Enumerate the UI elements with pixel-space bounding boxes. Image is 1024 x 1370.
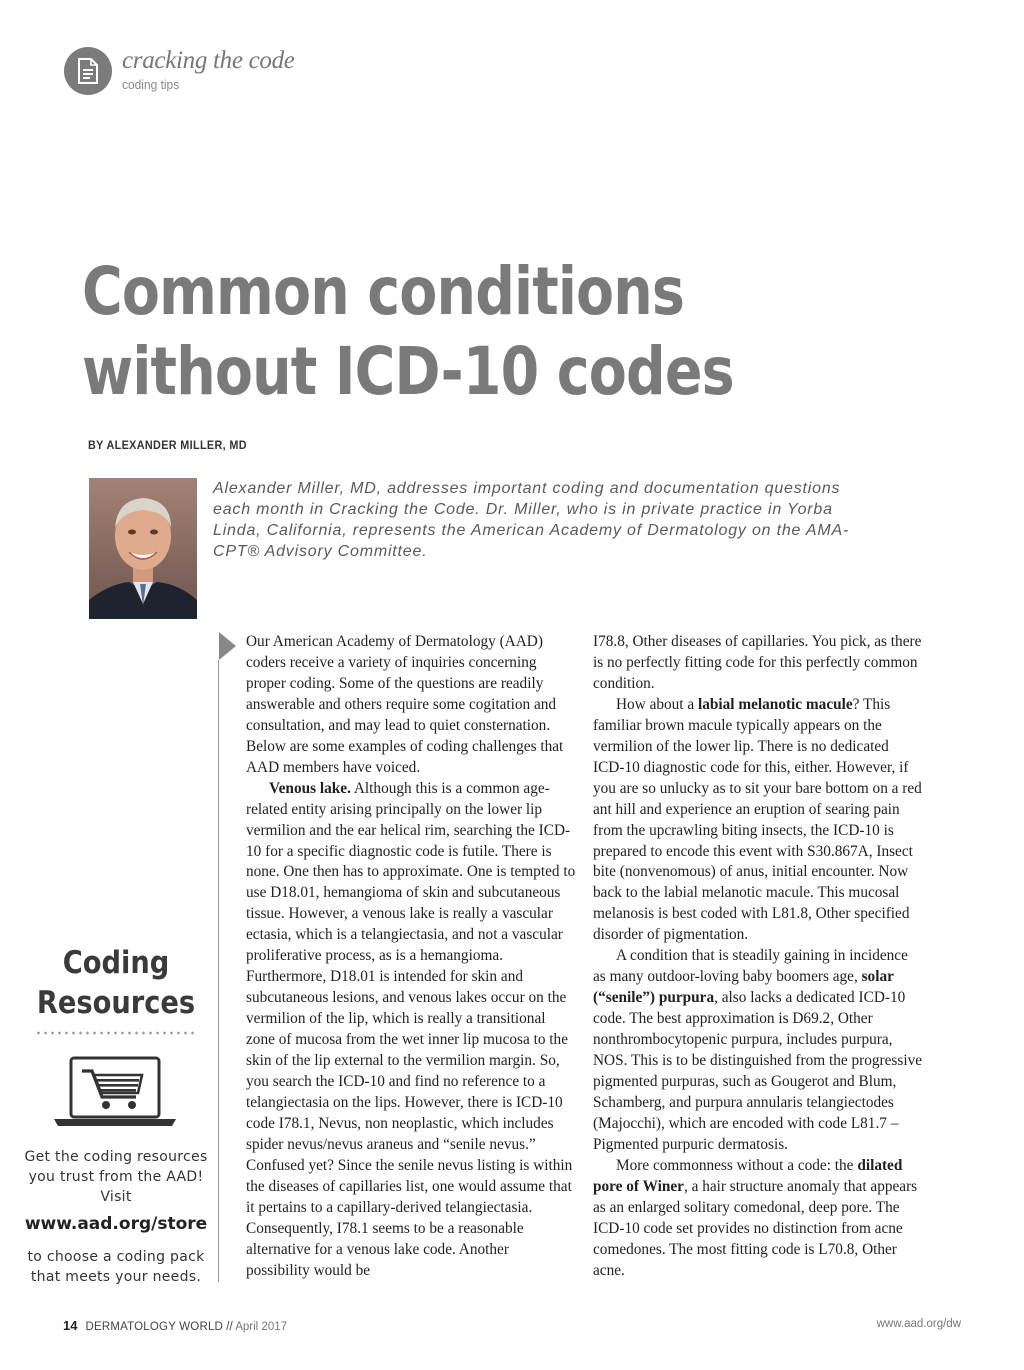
paragraph: More commonness without a code: the dilated pore of Winer, a hair structure anomaly that appears as an enlarged solitary comedonal, deep pore. The ICD-10 code set provides no distinction from acne comedones. The most fitting code is L70.8, Other acne. (593, 1156, 918, 1279)
paragraph: I78.8, Other diseases of capillaries. You pick, as there is no perfectly fitting code for this perfectly common condition. (593, 633, 922, 692)
sidebar-text-2: to choose a coding pack that meets your needs. (27, 1249, 205, 1285)
author-bio: Alexander Miller, MD, addresses important coding and documentation questions each month in Cracking the Code. Dr. Miller, who is in private practice in Yorba Linda, California, represents the American Academy of Dermatology on the AMA-CPT® Advisory Committee. (213, 480, 850, 560)
section-icon-badge (64, 47, 112, 95)
column-divider (218, 660, 219, 1282)
magazine-name: DERMATOLOGY WORLD (85, 1321, 224, 1333)
paragraph: How about a labial melanotic macule? This familiar brown macule typically appears on the vermilion of the lower lip. There is no dedicated ICD-10 diagnostic code for this, either. However, if you are so unlucky as to sit your bare bottom on a red ant hill and experience an eruption of searing pain from the upcrawling biting insects, the ICD-10 is prepared to encode this event with S30.867A, Insect bite (nonvenomous) of anus, initial encounter. Now back to the labial melanotic macule. This mucosal melanosis is best coded with L81.8, Other specified disorder of pigmentation. (593, 695, 922, 944)
footer-separator: // (223, 1321, 236, 1333)
footer-url[interactable]: www.aad.org/dw (876, 1318, 961, 1330)
paragraph: A condition that is steadily gaining in incidence as many outdoor-loving baby boomers age, solar (“senile”) purpura, also lacks a dedicated ICD-10 code. The best approximation is D69.2, Other nonthrombocytopenic purpura, includes purpura, NOS. This is to be distinguished from the progressive pigmented purpuras, such as Gougerot and Blum, Schamberg, and purpura annularis telangiectodes (Majocchi), which are encoded with code L81.7 – Pigmented purpuric dermatosis. (593, 947, 923, 1153)
paragraph: Venous lake. Although this is a common age-related entity arising principally on the lower lip vermilion and the ear helical rim, searching the ICD-10 for a specific diagnostic code is futile. There is none. One then has to approximate. One is tempted to use D18.01, hemangioma of skin and subcutaneous tissue. However, a venous lake is really a vascular ectasia, which is a telangiectasia, and not a vascular proliferative process, as is a hemangioma. Furthermore, D18.01 is intended for skin and subcutaneous lesions, and venous lakes occur on the vermilion of the lip, which is really a transitional zone of mucosa from the wet inner lip mucosa to the skin of the lip external to the vermilion margin. So, you search the ICD-10 and find no reference to a telangiectasia on the lips. However, there is ICD-10 code I78.1, Nevus, non neoplastic, which includes spider nevus/nevus araneus and “senile nevus.” Confused yet? Since the senile nevus listing is within the diseases of capillaries list, one would assume that it pertains to a capillary-derived telangiectasia. Consequently, I78.1 seems to be a reasonable alternative for a venous lake code. Another possibility would be (246, 779, 576, 1279)
article-headline (82, 252, 734, 412)
column-start-arrow-icon (219, 632, 236, 660)
document-icon (76, 58, 100, 84)
author-photo (89, 478, 197, 619)
headline-line-2: without ICD-10 codes (82, 333, 734, 410)
section-subtitle: coding tips (122, 77, 180, 92)
sidebar-title: Coding Resources (36, 945, 196, 1021)
sidebar-dotted-divider (35, 1031, 197, 1035)
laptop-cart-icon (52, 1055, 178, 1129)
sidebar-text-1: Get the coding resources you trust from the AAD! Visit (24, 1149, 208, 1205)
section-title: cracking the code (122, 47, 295, 74)
venous-lake-heading: Venous lake. (269, 779, 351, 797)
sidebar-divider (218, 1240, 219, 1282)
footer-folio (63, 1318, 287, 1333)
issue-date: April 2017 (235, 1321, 288, 1333)
sidebar-store-link[interactable]: www.aad.org/store (24, 1214, 208, 1234)
byline: BY ALEXANDER MILLER, MD (88, 438, 247, 452)
page-number: 14 (63, 1318, 78, 1333)
article-column-2 (593, 632, 923, 1282)
headline-line-1: Common conditions (82, 253, 685, 330)
paragraph: Our American Academy of Dermatology (AAD) coders receive a variety of inquiries concerning proper coding. Some of the questions are readily answerable and others require some cogitation and consultation, and may lead to quiet consternation. Below are some examples of coding challenges that AAD members have voiced. (246, 633, 564, 776)
article-column-1 (246, 632, 576, 1282)
